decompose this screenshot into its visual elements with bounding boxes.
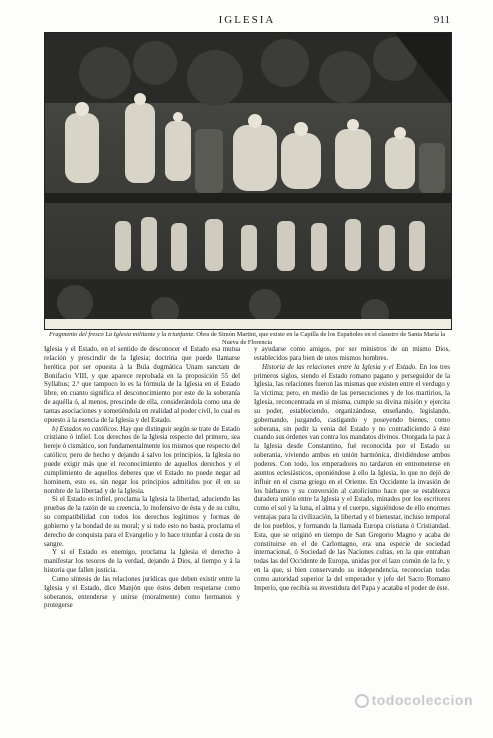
watermark-logo-icon <box>355 694 369 708</box>
header-title: IGLESIA <box>218 14 276 26</box>
paragraph-text: Hay que distinguir según se trate de Estado cristiano ó infiel. Los derechos de la Iglesia respecto del primero, sea hereje ó cismático, son fundamentalmente los mismos que respecto del católico; pero de hecho y dejando á salvo los principios, la Iglesia no puede exigir más que el reconocimiento de aquellos derechos y el cumplimiento de aquellos deberes que el Estado no puede negar ad hominem, esto es, sin negar los principios admitidos por él en su nombre de la libertad y de la Iglesia. <box>44 425 240 495</box>
paragraph: Si el Estado es infiel, proclama la Iglesia la libertad, aduciendo las pruebas de la razón de su creencia, lo inofensivo de ésta y de su culto, su compatibilidad con todos los derechos legítimos y formas de gobierno y la bondad de su moral; y si todo esto no basta, proclama el derecho de conquista para el Evangelio y lo hace triunfar á costa de su sangre. <box>44 496 240 548</box>
running-header <box>44 14 450 28</box>
section-heading: b) Estados no católicos. <box>52 425 119 433</box>
paragraph <box>254 364 450 594</box>
paragraph-text: En los tres primeros siglos, siendo el Estado romano pagano y perseguidor de la Iglesia, las relaciones fueron las mismas que existen entre el verdugo y la víctima; pero, en medio de las persecuciones y de los martirios, la Iglesia, reconcentrada en sí misma, cumple su divina misión y ejercita su poder, estableciendo, organizándose, enseñando, legislando, gobernando, juzgando, castigando y poseyendo bienes, como soberana, sin pedir la venia del Estado y no contradiciendo á éste cuando sus órdenes van contra los mandatos divinos. Otorgada la paz á la Iglesia desde Constantino, fué reconocida por el Estado su soberanía, viviendo ambos en unión harmónica, dividiéndose ambos poderes. Con todo, los emperadores no tardaron en entrometerse en asuntos eclesiásticos, oponiéndose á ello la Iglesia, lo que no dejó de influir en el cisma griego en el Oriente. En Occidente la invasión de los bárbaros y su conversión al catolicismo hace que se establezca duradera unión entre la Iglesia y el Estado, minados por los escritores como el sol y la luna, el alma y el cuerpo, siguiéndose de ello enormes ventajas para la civilización, la libertad y el bienestar, incluso temporal de los pueblos, y formando la llamada Europa cristiana ó Cristiandad. Esta, que se originó en tiempo de San Gregorio Magno y acaba de constituirse en el de Carlomagno, era una especie de sociedad internacional, ó Sociedad de las Naciones cultas, en la que entraban todas las del Occidente de Europa, unidas por el lazo común de la fe, y en la que, si bien conservando su independencia, reconocían todas como autoridad superior la del emperador y jefe del Sacro Romano Imperio, que recibía su investidura del Papa y acataba el poder de éste. <box>254 363 450 592</box>
fresco-image <box>45 33 451 329</box>
section-heading: Historia de las relaciones entre la Iglesia y el Estado. <box>262 363 417 371</box>
body-columns <box>44 346 450 682</box>
page-number: 911 <box>433 14 450 26</box>
fresco-figure <box>44 32 452 330</box>
right-column <box>254 346 450 594</box>
watermark-text: todocoleccion <box>371 691 473 708</box>
paragraph: y ayudarse como amigos, por ser ministros de un mismo Dios, establecidos para bien de unos mismos hombres. <box>254 346 450 362</box>
paragraph: Como síntesis de las relaciones jurídicas que deben existir entre la Iglesia y el Estado, dice Manjón que éstos deben respetarse como soberanos, entenderse y unirse (moralmente) como hermanos y protegerse <box>44 575 240 610</box>
caption-italic: Fragmento del fresco La Iglesia militante y la triunfante. <box>48 331 195 338</box>
caption-rest: Obra de Simón Martini, que existe en la Capilla de los Españoles en el claustro de Santa María la Nueva de Florencia <box>196 331 446 346</box>
figure-caption <box>44 331 450 347</box>
watermark <box>355 692 473 708</box>
left-column <box>44 346 240 611</box>
paragraph <box>44 426 240 497</box>
paragraph: Y si el Estado es enemigo, proclama la Iglesia el derecho á manifestar los tesoros de la verdad, dejando á Dios, al tiempo y á la historia que fallen justicia. <box>44 549 240 575</box>
paragraph: Iglesia y el Estado, en el sentido de desconocer el Estado esa mutua relación y prescindir de la Iglesia; doctrina que puede llamarse herética por ser opuesta á la Bula dogmática Unam sanctam de Bonifacio VIII, y que aparece reprobada en la proposición 55 del Syllabus; 2.ª que tampoco lo es la fórmula de la Iglesia en el Estado libre, en cuanto significa el desconocimiento por este de la soberanía de aquélla ó, al menos, prescinde de ella, considerándola como una de tantas asociaciones y sometiéndola en realidad al poder civil, lo cual es opuesto á la esencia de la Iglesia y del Estado. <box>44 346 240 424</box>
